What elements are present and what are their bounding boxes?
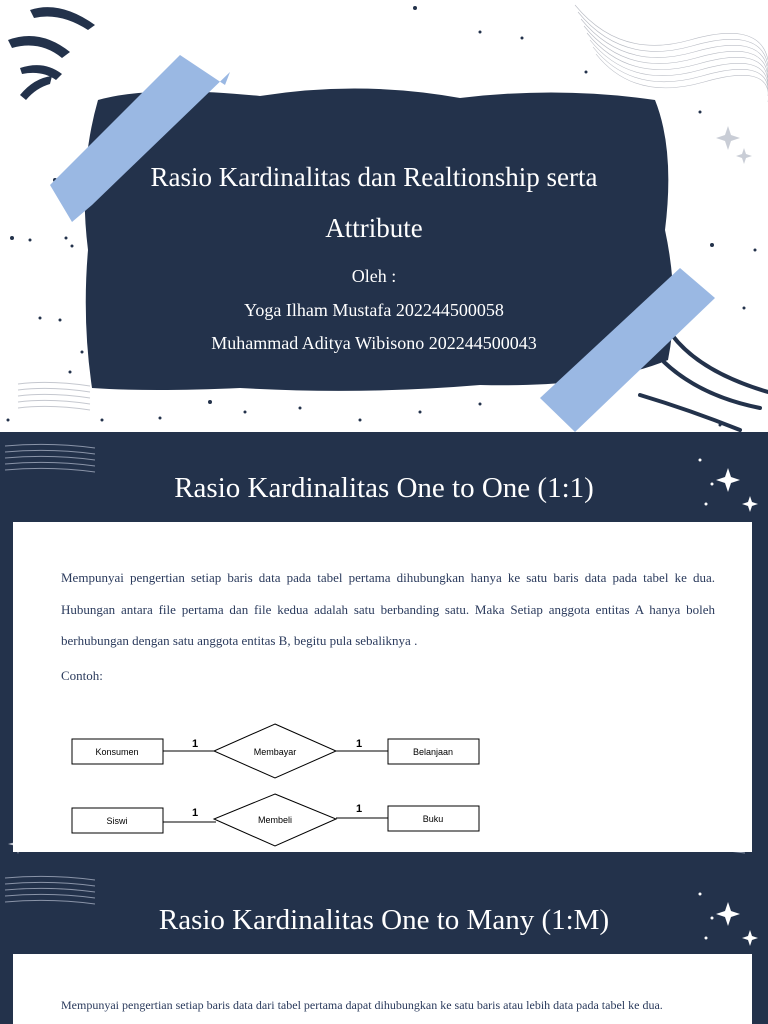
cardinality-label: 1	[191, 807, 199, 819]
example-label: Contoh:	[61, 668, 103, 683]
presentation-title-line2: Attribute	[325, 213, 423, 243]
entity-label: Buku	[422, 814, 444, 824]
definition-paragraph: Mempunyai pengertian setiap baris data pada tabel pertama dihubungkan hanya ke satu baris data pada tabel ke dua. Hubungan antara file pertama dan file kedua adalah satu berbanding satu. Maka Setiap anggota entitas A hanya boleh berhubungan dengan satu anggota entitas B, begitu pula sebaliknya .	[61, 570, 715, 648]
cardinality-label: 1	[355, 738, 363, 750]
er-diagram-2	[72, 794, 479, 846]
cardinality-label: 1	[355, 803, 363, 815]
slide-title: Rasio Kardinalitas One to One (1:1)	[174, 472, 594, 504]
presentation-title-line1: Rasio Kardinalitas dan Realtionship serta	[150, 162, 598, 192]
slide-one-to-many	[0, 864, 768, 1024]
slide-title: Rasio Kardinalitas One to Many (1:M)	[158, 904, 610, 936]
cardinality-label: 1	[191, 738, 199, 750]
er-diagram-1	[72, 724, 479, 778]
author-label: Oleh :	[351, 266, 397, 286]
entity-label: Belanjaan	[412, 747, 454, 757]
entity-label: Siswi	[106, 816, 128, 826]
content-panel	[13, 954, 752, 1024]
content-panel	[13, 522, 752, 852]
author-1: Yoga Ilham Mustafa 202244500058	[244, 300, 504, 320]
title-slide	[0, 0, 768, 432]
slide-one-to-one	[0, 432, 768, 864]
relationship-label: Membayar	[253, 747, 297, 757]
er-diagrams	[13, 522, 752, 852]
entity-label: Konsumen	[95, 747, 139, 757]
definition-paragraph: Mempunyai pengertian setiap baris data dari tabel pertama dapat dihubungkan ke satu baris atau lebih data pada tabel ke dua.	[61, 998, 663, 1012]
author-2: Muhammad Aditya Wibisono 202244500043	[211, 333, 537, 353]
relationship-label: Membeli	[257, 815, 293, 825]
